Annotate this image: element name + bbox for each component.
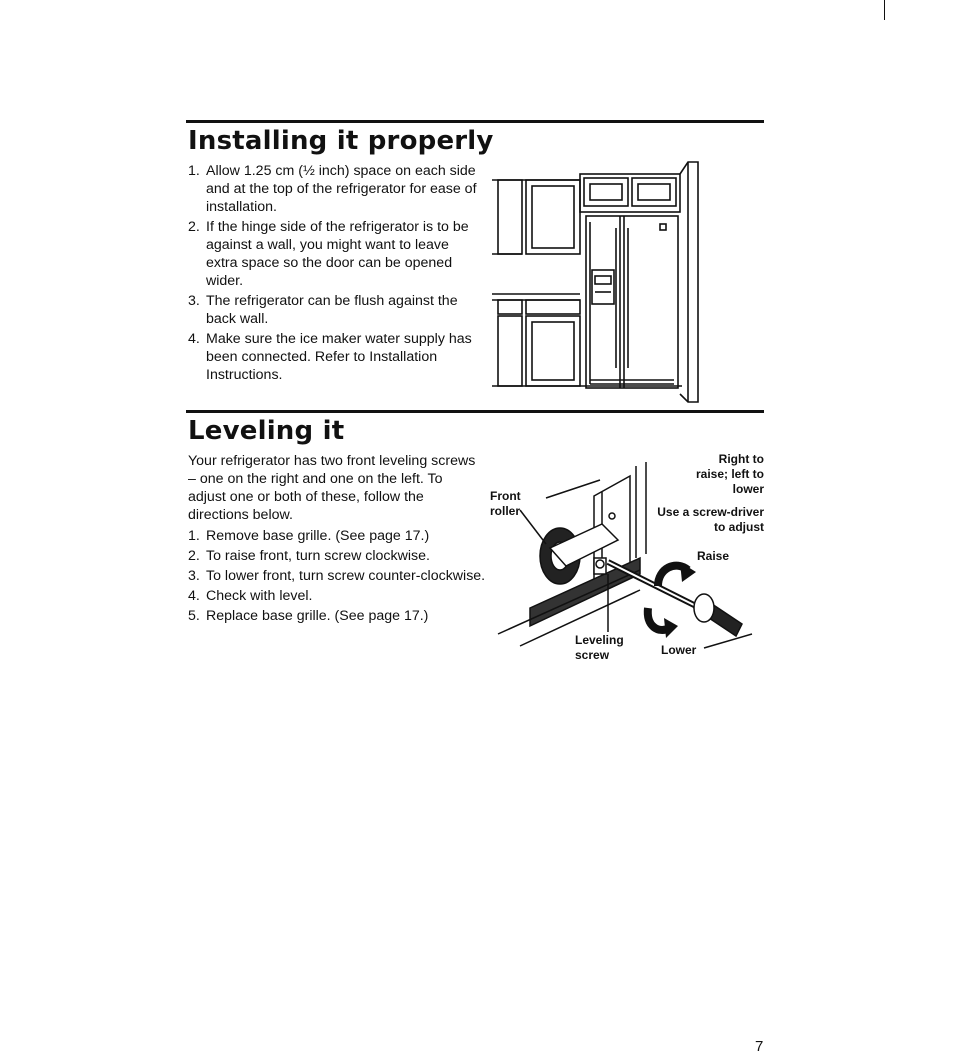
label-lower: Lower [661,643,697,657]
installing-step: 2. If the hinge side of the refrigerator is to be against a wall, you might want to leave extra space so the door can be opened wider. [188,219,469,289]
leveling-intro: Your refrigerator has two front leveling screws – one on the right and one on the left. To adjust one or both of these, follow the directions below. [188,453,476,523]
page-edge-mark [884,0,885,20]
leveling-step: 1. Remove base grille. (See page 17.) [188,528,430,544]
label-right-to-raise: Right to raise; left to lower [695,452,764,496]
installing-step: 4. Make sure the ice maker water supply has been connected. Refer to Installation Instructions. [188,331,472,383]
page-number: 7 [755,1038,764,1055]
section-rule-leveling [186,410,764,413]
installing-step: 1. Allow 1.25 cm (½ inch) space on each side and at the top of the refrigerator for ease of installation. [188,163,477,215]
leveling-step: 2. To raise front, turn screw clockwise. [188,548,430,564]
section-rule-installing [186,120,764,123]
label-front-roller: Front roller [490,489,521,518]
heading-installing: Installing it properly [188,126,494,156]
leveling-step: 5. Replace base grille. (See page 17.) [188,608,429,624]
installing-steps [188,162,480,386]
leveling-steps [188,527,488,627]
refrigerator-cabinet-illustration [492,158,704,404]
label-leveling-screw: Leveling screw [575,633,624,662]
leveling-step: 4. Check with level. [188,588,313,604]
label-raise: Raise [697,549,730,563]
leveling-step: 3. To lower front, turn screw counter-clockwise. [188,568,486,584]
label-use-screwdriver: Use a screw-driver to adjust [657,505,764,534]
installing-step: 3. The refrigerator can be flush against the back wall. [188,293,458,327]
heading-leveling: Leveling it [188,416,345,446]
